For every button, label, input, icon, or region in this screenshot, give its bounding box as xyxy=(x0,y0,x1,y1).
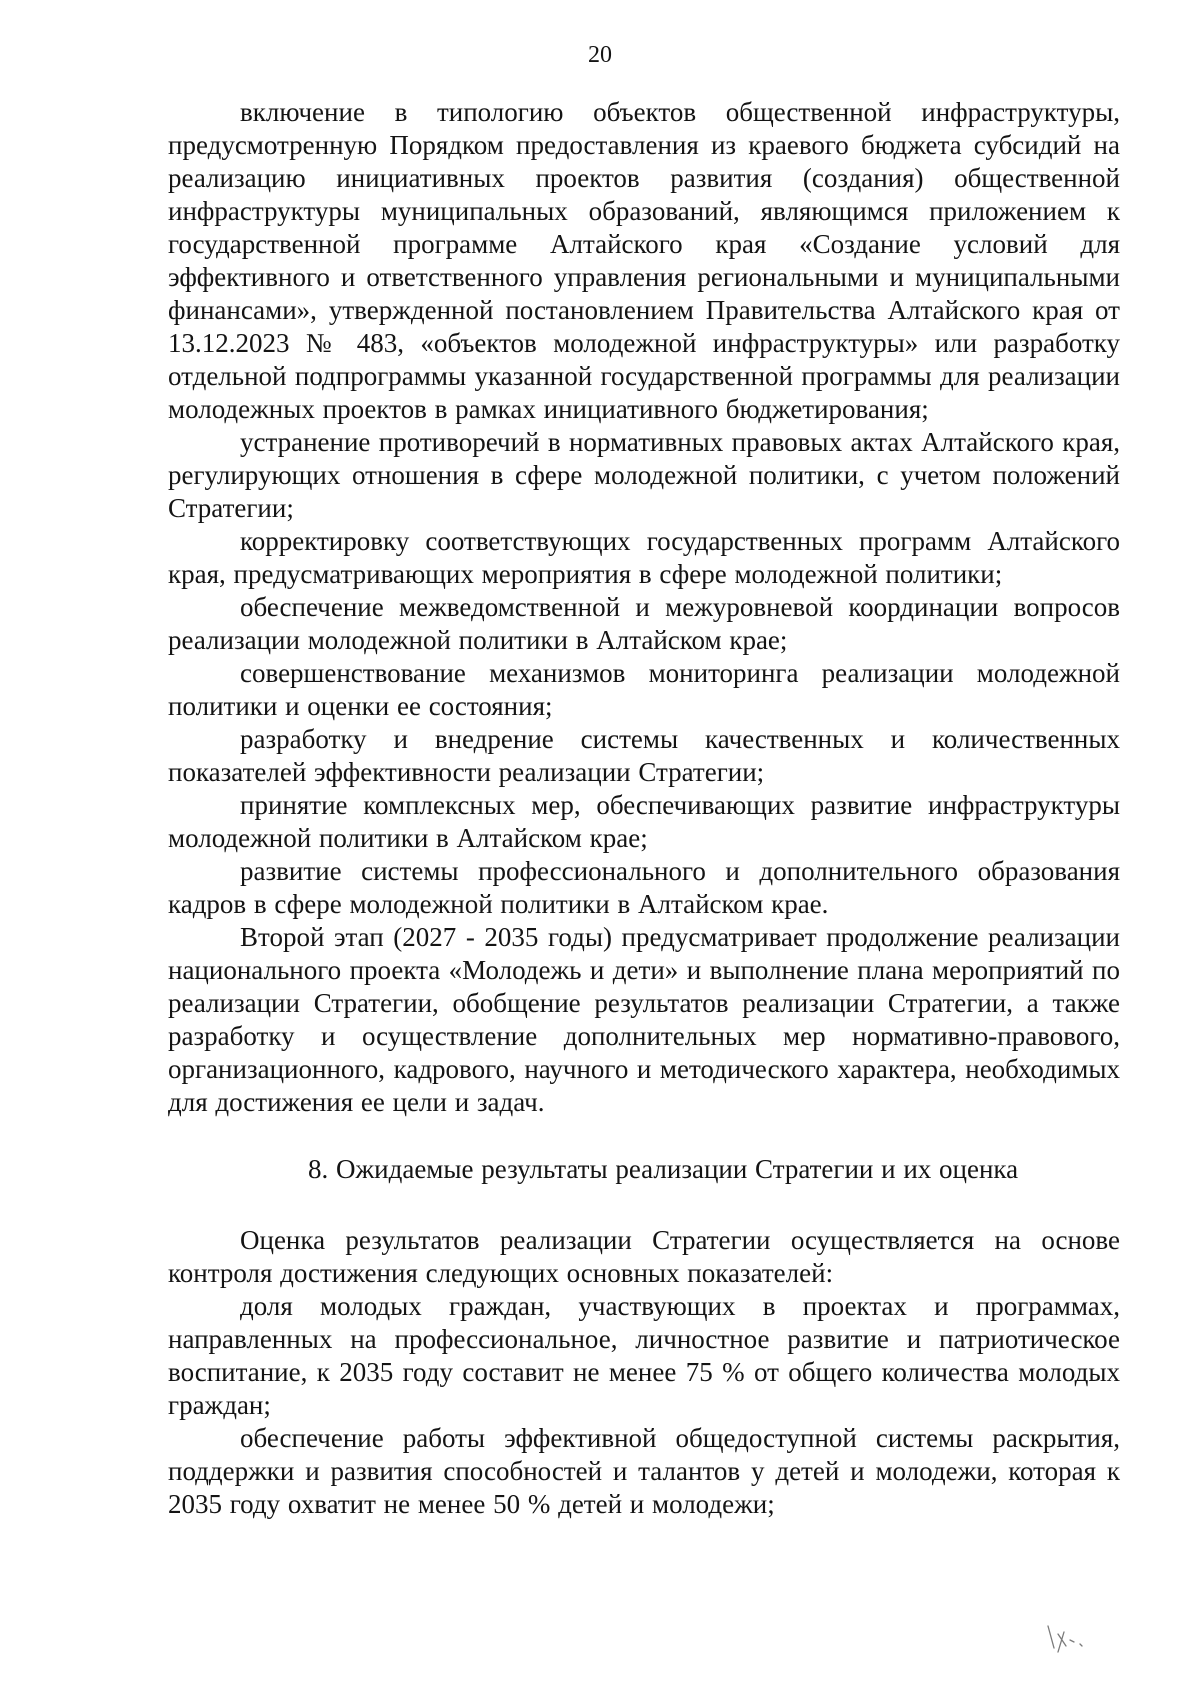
paragraph-second-stage: Второй этап (2027 - 2035 годы) предусматривает продолжение реализации национального проекта «Молодежь и дети» и выполнение плана мероприятий по реализации Стратегии, обобщение результатов реализации Стратегии, а также разработку и осуществление дополнительных мер нормативно-правового, организационного, кадрового, научного и методического характера, необходимых для достижения ее цели и задач. xyxy=(168,922,1120,1117)
paragraph-program-correction: корректировку соответствующих государственных программ Алтайского края, предусматривающих мероприятия в сфере молодежной политики; xyxy=(168,526,1120,589)
paragraph-coordination: обеспечение межведомственной и межуровневой координации вопросов реализации молодежной политики в Алтайском крае; xyxy=(168,592,1120,655)
paragraph-indicators: разработку и внедрение системы качественных и количественных показателей эффективности реализации Стратегии; xyxy=(168,724,1120,787)
paragraph-infrastructure: принятие комплексных мер, обеспечивающих развитие инфраструктуры молодежной политики в Алтайском крае; xyxy=(168,790,1120,853)
paragraph-education: развитие системы профессионального и дополнительного образования кадров в сфере молодежной политики в Алтайском крае. xyxy=(168,856,1120,919)
paragraph-typology: включение в типологию объектов общественной инфраструктуры, предусмотренную Порядком предоставления из краевого бюджета субсидий на реализацию инициативных проектов развития (создания) общественной инфраструктуры муниципальных образований, являющимся приложением к государственной программе Алтайского края «Создание условий для эффективного и ответственного управления региональными и муниципальными финансами», утвержденной постановлением Правительства Алтайского края от 13.12.2023 № 483, «объектов молодежной инфраструктуры» или разработку отдельной подпрограммы указанной государственной программы для реализации молодежных проектов в рамках инициативного бюджетирования; xyxy=(168,97,1120,424)
paragraph-talent-system: обеспечение работы эффективной общедоступной системы раскрытия, поддержки и развития способностей и талантов у детей и молодежи, которая к 2035 году охватит не менее 50 % детей и молодежи; xyxy=(168,1423,1120,1519)
initials-mark-icon xyxy=(1040,1618,1100,1668)
document-body xyxy=(168,96,1120,1521)
paragraph-contradictions: устранение противоречий в нормативных правовых актах Алтайского края, регулирующих отношения в сфере молодежной политики, с учетом положений Стратегии; xyxy=(168,427,1120,523)
page-number: 20 xyxy=(588,42,612,68)
paragraph-youth-share: доля молодых граждан, участвующих в проектах и программах, направленных на профессиональное, личностное развитие и патриотическое воспитание, к 2035 году составит не менее 75 % от общего количества молодых граждан; xyxy=(168,1291,1120,1420)
paragraph-monitoring: совершенствование механизмов мониторинга реализации молодежной политики и оценки ее состояния; xyxy=(168,658,1120,721)
paragraph-evaluation: Оценка результатов реализации Стратегии осуществляется на основе контроля достижения следующих основных показателей: xyxy=(168,1225,1120,1288)
section-heading: 8. Ожидаемые результаты реализации Стратегии и их оценка xyxy=(308,1154,1019,1184)
